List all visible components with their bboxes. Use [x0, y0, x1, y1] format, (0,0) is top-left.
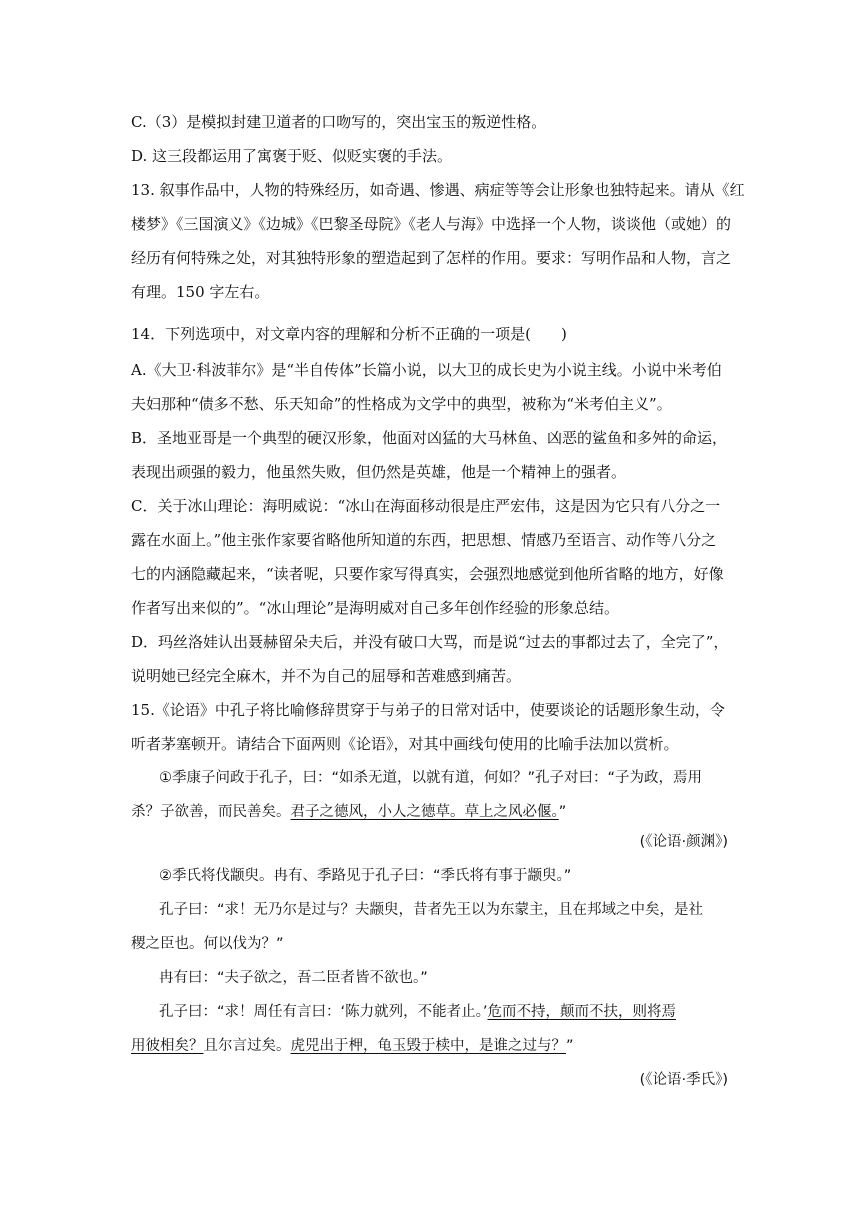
quote-2-line-2: 孔子曰：“求！无乃尔是过与？夫颛臾，昔者先王以为东蒙主，且在邦域之中矣，是社 — [159, 902, 704, 918]
option-c-line-4: 作者写出来似的”。“冰山理论”是海明威对自己多年创作经验的形象总结。 — [131, 599, 620, 617]
quote-2-text-2: 且尔言过矣。 — [203, 1038, 291, 1054]
quote-2-source: (《论语·季氏》) — [639, 1072, 728, 1088]
option-a-line-1: A.《大卫·科波菲尔》是“半自传体”长篇小说，以大卫的成长史为小说主线。小说中米考伯 — [131, 361, 722, 379]
option-d-line-2: 说明她已经完全麻木，并不为自己的屈辱和苦难感到痛苦。 — [131, 667, 522, 685]
quote-2-line-3: 稷之臣也。何以伐为？” — [131, 936, 284, 952]
quote-2-text: 孔子曰：“求！周任有言曰：‘陈力就列，不能者止。’ — [159, 1004, 488, 1020]
question-13-line-2: 楼梦》《三国演义》《边城》《巴黎圣母院》《老人与海》中选择一个人物，谈谈他（或她）的 — [131, 215, 732, 233]
quote-2-line-6 — [131, 1036, 574, 1056]
quote-2-line-1: ②季氏将伐颛臾。冉有、季路见于孔子曰：“季氏将有事于颛臾。” — [159, 868, 572, 884]
option-d-q12: D. 这三段都运用了寓褒于贬、似贬实褒的手法。 — [131, 147, 453, 165]
option-c-q12: C.（3）是模拟封建卫道者的口吻写的，突出宝玉的叛逆性格。 — [131, 113, 547, 131]
quote-2-underlined-metaphor-1: 危而不持，颠而不扶，则将焉 — [487, 1004, 676, 1020]
option-c-line-1: C．关于冰山理论：海明威说：“冰山在海面移动很是庄严宏伟，这是因为它只有八分之一 — [131, 497, 721, 515]
quote-2-underlined-metaphor-2: 虎兕出于柙，龟玉毁于椟中，是谁之过与？ — [290, 1038, 566, 1054]
quote-2-close-mark: ” — [566, 1038, 574, 1054]
option-c-line-2: 露在水面上。”他主张作家要省略他所知道的东西，把思想、情感乃至语言、动作等八分之 — [131, 531, 717, 549]
quote-1-text: 杀？子欲善，而民善矣。 — [131, 804, 291, 820]
quote-1-line-1: ①季康子问政于孔子，曰：“如杀无道，以就有道，何如？”孔子对曰：“子为政，焉用 — [159, 770, 703, 786]
question-13-line-4: 有理。150 字左右。 — [131, 283, 270, 301]
quote-1-underlined-metaphor: 君子之德风，小人之德草。草上之风必偃。 — [290, 804, 559, 820]
option-a-line-2: 夫妇那种“债多不愁、乐天知命”的性格成为文学中的典型，被称为“米考伯主义”。 — [131, 395, 672, 413]
question-13-line-1: 13. 叙事作品中，人物的特殊经历，如奇遇、惨遇、病症等等会让形象也独特起来。请从《红 — [131, 181, 745, 199]
quote-2-line-5 — [159, 1002, 676, 1022]
quote-1-line-2 — [131, 802, 566, 822]
option-b-line-1: B．圣地亚哥是一个典型的硬汉形象，他面对凶猛的大马林鱼、凶恶的鲨鱼和多舛的命运， — [131, 429, 728, 447]
option-b-line-2: 表现出顽强的毅力，他虽然失败，但仍然是英雄，他是一个精神上的强者。 — [131, 463, 627, 481]
question-13-line-3: 经历有何特殊之处，对其独特形象的塑造起到了怎样的作用。要求：写明作品和人物，言之 — [131, 249, 732, 267]
option-d-line-1: D．玛丝洛娃认出聂赫留朵夫后，并没有破口大骂，而是说“过去的事都过去了，全完了”， — [131, 633, 729, 651]
question-14-stem: 14．下列选项中，对文章内容的理解和分析不正确的一项是( ) — [131, 325, 567, 343]
quote-2-underlined-metaphor-1-cont: 用彼相矣？ — [131, 1038, 204, 1054]
option-c-line-3: 七的内涵隐藏起来，“读者呢，只要作家写得真实，会强烈地感觉到他所省略的地方，好像 — [131, 565, 724, 583]
quote-2-line-4: 冉有曰：“夫子欲之，吾二臣者皆不欲也。” — [159, 970, 428, 986]
quote-1-source: (《论语·颜渊》) — [639, 834, 728, 850]
question-15-line-2: 听者茅塞顿开。请结合下面两则《论语》，对其中画线句使用的比喻手法加以赏析。 — [131, 735, 679, 753]
quote-1-close-mark: ” — [558, 804, 567, 820]
question-15-line-1: 15.《论语》中孔子将比喻修辞贯穿于与弟子的日常对话中，使要谈论的话题形象生动，令 — [131, 701, 725, 719]
